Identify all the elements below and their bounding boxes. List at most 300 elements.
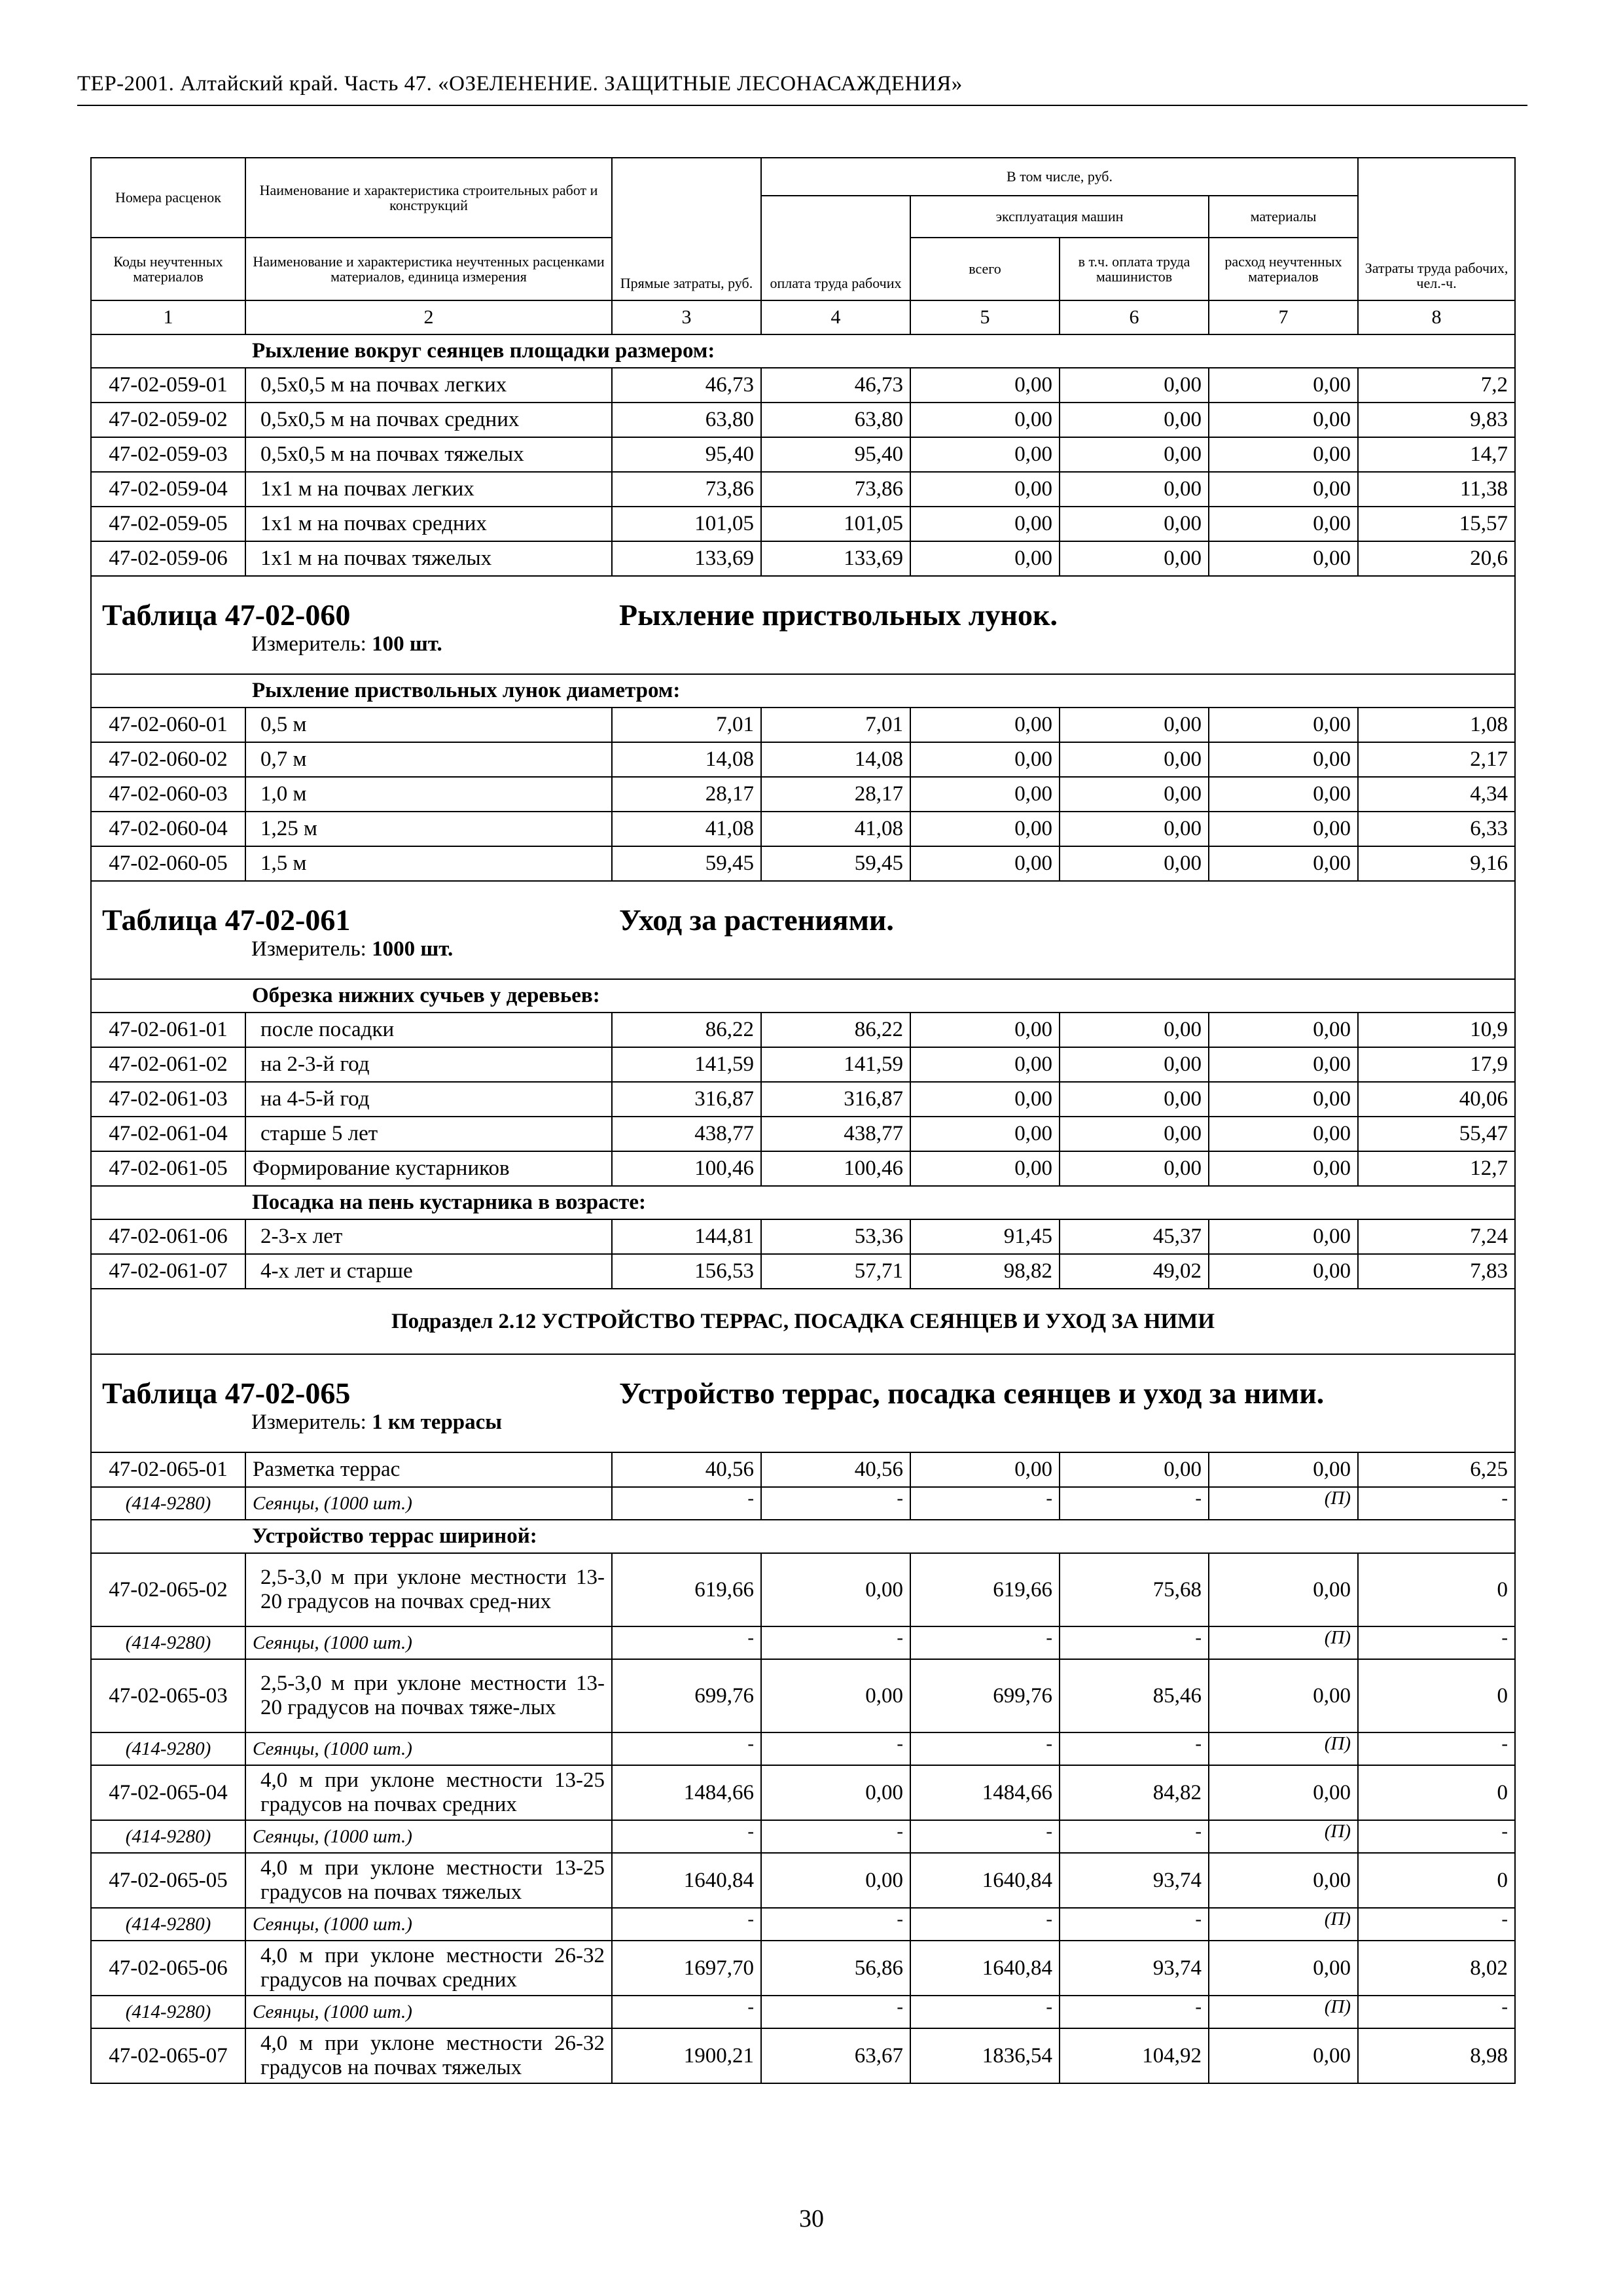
work-description: 4,0 м при уклоне местности 26-32 градусов на почвах тяжелых [245, 2028, 612, 2083]
rate-code: 47-02-059-01 [91, 368, 245, 403]
materials-cost-value: 0,00 [1209, 1452, 1358, 1487]
rate-code: 47-02-065-06 [91, 1941, 245, 1996]
machines-total-value: 98,82 [910, 1254, 1060, 1289]
labor-pay-value: 101,05 [761, 507, 910, 541]
rate-row [91, 1452, 1515, 1487]
rate-code: 47-02-059-03 [91, 437, 245, 472]
materials-cost-value: 0,00 [1209, 1082, 1358, 1117]
direct-costs-value: 1697,70 [612, 1941, 761, 1996]
rate-row [91, 777, 1515, 812]
labor-hours-value: - [1358, 1732, 1515, 1765]
rate-code: 47-02-061-06 [91, 1219, 245, 1254]
machines-total-value: 0,00 [910, 742, 1060, 777]
table-title: Устройство террас, посадка сеянцев и уход за ними. [619, 1376, 1325, 1410]
machines-total-value: 1836,54 [910, 2028, 1060, 2083]
work-description: 0,5х0,5 м на почвах средних [245, 403, 612, 437]
machines-total-value: 0,00 [910, 812, 1060, 846]
machines-total-value: 0,00 [910, 1082, 1060, 1117]
materials-cost-value: 0,00 [1209, 1659, 1358, 1732]
section-row [91, 334, 1515, 368]
material-row [91, 1908, 1515, 1941]
rate-code: 47-02-065-02 [91, 1553, 245, 1626]
direct-costs-value: 141,59 [612, 1047, 761, 1082]
labor-hours-value: 10,9 [1358, 1013, 1515, 1047]
table-header [91, 158, 1515, 334]
col1-bottom-header: Коды неучтенных материалов [91, 238, 245, 300]
machines-total-value: 0,00 [910, 1452, 1060, 1487]
machines-total-value: - [910, 1732, 1060, 1765]
direct-costs-value: 86,22 [612, 1013, 761, 1047]
direct-costs-value: 95,40 [612, 437, 761, 472]
rate-row [91, 507, 1515, 541]
column-number: 7 [1209, 300, 1358, 334]
machines-total-value: 0,00 [910, 777, 1060, 812]
material-name: Сеянцы, (1000 шт.) [245, 1908, 612, 1941]
rate-row [91, 2028, 1515, 2083]
table-title-line [92, 897, 1514, 937]
machinists-pay-header: в т.ч. оплата труда машинистов [1060, 238, 1209, 300]
table-title-row [91, 881, 1515, 979]
work-description: 0,5х0,5 м на почвах тяжелых [245, 437, 612, 472]
machinists-pay-value: 93,74 [1060, 1941, 1209, 1996]
work-description: Формирование кустарников [245, 1151, 612, 1186]
materials-cost-value: 0,00 [1209, 2028, 1358, 2083]
labor-hours-value: - [1358, 1820, 1515, 1853]
rate-row [91, 472, 1515, 507]
materials-cost-value: 0,00 [1209, 1254, 1358, 1289]
machines-total-value: 0,00 [910, 1047, 1060, 1082]
direct-costs-value: 7,01 [612, 708, 761, 742]
direct-costs-value: 73,86 [612, 472, 761, 507]
labor-hours-value: 11,38 [1358, 472, 1515, 507]
materials-cost-value: 0,00 [1209, 437, 1358, 472]
rate-row [91, 1151, 1515, 1186]
rate-code: 47-02-061-07 [91, 1254, 245, 1289]
direct-costs-value: 1484,66 [612, 1765, 761, 1820]
material-name: Сеянцы, (1000 шт.) [245, 1487, 612, 1520]
table-title-line [92, 1370, 1514, 1410]
rate-row [91, 1254, 1515, 1289]
work-description: 1,5 м [245, 846, 612, 881]
labor-hours-value: 9,16 [1358, 846, 1515, 881]
column-number: 8 [1358, 300, 1515, 334]
rate-code: 47-02-065-04 [91, 1765, 245, 1820]
direct-costs-value: - [612, 1908, 761, 1941]
machinists-pay-value: - [1060, 1732, 1209, 1765]
materials-cost-value: 0,00 [1209, 812, 1358, 846]
materials-cost-value: (П) [1209, 1996, 1358, 2028]
labor-pay-value: 14,08 [761, 742, 910, 777]
labor-hours-value: - [1358, 1996, 1515, 2028]
rate-row [91, 1013, 1515, 1047]
materials-cost-value: 0,00 [1209, 472, 1358, 507]
machines-total-value: - [910, 1996, 1060, 2028]
machines-total-value: 0,00 [910, 472, 1060, 507]
rate-code: 47-02-061-03 [91, 1082, 245, 1117]
machines-total-value: 1640,84 [910, 1941, 1060, 1996]
rate-row [91, 1853, 1515, 1908]
work-description: 4,0 м при уклоне местности 13-25 градусов на почвах тяжелых [245, 1853, 612, 1908]
direct-costs-value: - [612, 1820, 761, 1853]
machines-total-value: 0,00 [910, 507, 1060, 541]
rates-table [90, 157, 1516, 2084]
table-title-cell [91, 576, 1515, 674]
direct-costs-header: Прямые затраты, руб. [612, 158, 761, 300]
table-body [91, 334, 1515, 2083]
rate-row [91, 1553, 1515, 1626]
labor-pay-value: 133,69 [761, 541, 910, 576]
including-header: В том числе, руб. [761, 158, 1358, 196]
labor-pay-value: 316,87 [761, 1082, 910, 1117]
direct-costs-value: 619,66 [612, 1553, 761, 1626]
machinists-pay-value: 0,00 [1060, 507, 1209, 541]
labor-pay-value: 57,71 [761, 1254, 910, 1289]
materials-cost-value: (П) [1209, 1908, 1358, 1941]
labor-pay-value: 0,00 [761, 1765, 910, 1820]
machines-total-value: 91,45 [910, 1219, 1060, 1254]
empty-cell [91, 979, 245, 1013]
machinists-pay-value: 0,00 [1060, 403, 1209, 437]
rate-code: 47-02-060-01 [91, 708, 245, 742]
work-description: 0,5 м [245, 708, 612, 742]
work-description: 0,5х0,5 м на почвах легких [245, 368, 612, 403]
direct-costs-value: 101,05 [612, 507, 761, 541]
rate-row [91, 1219, 1515, 1254]
column-number: 1 [91, 300, 245, 334]
column-number: 3 [612, 300, 761, 334]
labor-pay-value: 63,80 [761, 403, 910, 437]
table-title-cell [91, 881, 1515, 979]
materials-cost-value: 0,00 [1209, 777, 1358, 812]
materials-cost-value: (П) [1209, 1487, 1358, 1520]
machinists-pay-value: 0,00 [1060, 472, 1209, 507]
direct-costs-value: - [612, 1626, 761, 1659]
labor-hours-value: 0 [1358, 1765, 1515, 1820]
empty-cell [91, 1186, 245, 1219]
rate-row [91, 541, 1515, 576]
direct-costs-value: 41,08 [612, 812, 761, 846]
rate-row [91, 708, 1515, 742]
section-row [91, 1520, 1515, 1553]
materials-cost-value: 0,00 [1209, 1117, 1358, 1151]
work-description: 1х1 м на почвах легких [245, 472, 612, 507]
direct-costs-value: 28,17 [612, 777, 761, 812]
measure-label: Измеритель: [251, 1410, 372, 1434]
direct-costs-value: 40,56 [612, 1452, 761, 1487]
rate-row [91, 846, 1515, 881]
direct-costs-value: 14,08 [612, 742, 761, 777]
labor-hours-value: 9,83 [1358, 403, 1515, 437]
machines-total-value: 1484,66 [910, 1765, 1060, 1820]
labor-hours-value: 12,7 [1358, 1151, 1515, 1186]
direct-costs-value: 316,87 [612, 1082, 761, 1117]
work-description: 2,5-3,0 м при уклоне местности 13-20 градусов на почвах тяже-лых [245, 1659, 612, 1732]
work-description: на 2-3-й год [245, 1047, 612, 1082]
material-code: (414-9280) [91, 1820, 245, 1853]
materials-cost-value: 0,00 [1209, 708, 1358, 742]
materials-cost-value: 0,00 [1209, 368, 1358, 403]
machines-header: эксплуатация машин [910, 196, 1209, 238]
labor-pay-value: 0,00 [761, 1853, 910, 1908]
machinists-pay-value: 104,92 [1060, 2028, 1209, 2083]
machinists-pay-value: 0,00 [1060, 1452, 1209, 1487]
machines-total-value: 0,00 [910, 1117, 1060, 1151]
column-number: 4 [761, 300, 910, 334]
section-title: Обрезка нижних сучьев у деревьев: [245, 979, 1515, 1013]
rate-code: 47-02-065-01 [91, 1452, 245, 1487]
labor-pay-value: 95,40 [761, 437, 910, 472]
machines-total-value: 1640,84 [910, 1853, 1060, 1908]
machines-total-value: 0,00 [910, 846, 1060, 881]
direct-costs-value: 46,73 [612, 368, 761, 403]
labor-hours-value: 6,25 [1358, 1452, 1515, 1487]
labor-hours-value: 1,08 [1358, 708, 1515, 742]
machines-total-value: 0,00 [910, 541, 1060, 576]
labor-pay-value: 40,56 [761, 1452, 910, 1487]
machinists-pay-value: 49,02 [1060, 1254, 1209, 1289]
machinists-pay-value: - [1060, 1820, 1209, 1853]
column-numbers-row [91, 300, 1515, 334]
labor-hours-value: - [1358, 1487, 1515, 1520]
labor-pay-value: 28,17 [761, 777, 910, 812]
material-code: (414-9280) [91, 1626, 245, 1659]
section-row [91, 674, 1515, 708]
rate-code: 47-02-059-06 [91, 541, 245, 576]
labor-hours-value: 8,02 [1358, 1941, 1515, 1996]
rate-code: 47-02-060-03 [91, 777, 245, 812]
direct-costs-value: 438,77 [612, 1117, 761, 1151]
materials-cost-value: 0,00 [1209, 846, 1358, 881]
labor-pay-value: 0,00 [761, 1553, 910, 1626]
section-title: Рыхление вокруг сеянцев площадки размером: [245, 334, 1515, 368]
table-title: Рыхление приствольных лунок. [619, 598, 1058, 632]
direct-costs-value: 133,69 [612, 541, 761, 576]
labor-pay-value: 438,77 [761, 1117, 910, 1151]
labor-hours-value: 15,57 [1358, 507, 1515, 541]
rate-code: 47-02-059-04 [91, 472, 245, 507]
materials-cost-value: 0,00 [1209, 1553, 1358, 1626]
machinists-pay-value: 0,00 [1060, 368, 1209, 403]
empty-cell [91, 674, 245, 708]
section-title: Посадка на пень кустарника в возрасте: [245, 1186, 1515, 1219]
rate-code: 47-02-061-05 [91, 1151, 245, 1186]
machinists-pay-value: 0,00 [1060, 812, 1209, 846]
col2-top-header: Наименование и характеристика строительных работ и конструкций [245, 158, 612, 238]
labor-pay-value: 63,67 [761, 2028, 910, 2083]
direct-costs-value: 1900,21 [612, 2028, 761, 2083]
machines-total-value: 0,00 [910, 708, 1060, 742]
labor-hours-value: 0 [1358, 1659, 1515, 1732]
direct-costs-value: 63,80 [612, 403, 761, 437]
labor-pay-value: - [761, 1732, 910, 1765]
machinists-pay-value: 0,00 [1060, 1082, 1209, 1117]
machines-total-value: 619,66 [910, 1553, 1060, 1626]
rate-row [91, 1047, 1515, 1082]
materials-cost-value: 0,00 [1209, 742, 1358, 777]
rate-row [91, 1941, 1515, 1996]
labor-hours-value: - [1358, 1908, 1515, 1941]
machinists-pay-value: 0,00 [1060, 777, 1209, 812]
empty-cell [91, 1520, 245, 1553]
machinists-pay-value: - [1060, 1626, 1209, 1659]
work-description: 2-3-х лет [245, 1219, 612, 1254]
direct-costs-value: - [612, 1732, 761, 1765]
material-row [91, 1732, 1515, 1765]
labor-pay-value: - [761, 1626, 910, 1659]
measure-unit [92, 632, 1514, 659]
materials-cost-value: 0,00 [1209, 1151, 1358, 1186]
labor-hours-value: 55,47 [1358, 1117, 1515, 1151]
rate-code: 47-02-061-04 [91, 1117, 245, 1151]
rate-row [91, 368, 1515, 403]
col1-top-header: Номера расценок [91, 158, 245, 238]
material-code: (414-9280) [91, 1908, 245, 1941]
measure-value: 100 шт. [372, 632, 442, 656]
direct-costs-value: 59,45 [612, 846, 761, 881]
labor-hours-value: 7,83 [1358, 1254, 1515, 1289]
machinists-pay-value: 0,00 [1060, 1047, 1209, 1082]
machines-total-value: - [910, 1487, 1060, 1520]
labor-pay-value: 141,59 [761, 1047, 910, 1082]
machinists-pay-value: 93,74 [1060, 1853, 1209, 1908]
machines-total-value: 0,00 [910, 437, 1060, 472]
material-name: Сеянцы, (1000 шт.) [245, 1820, 612, 1853]
labor-pay-value: 0,00 [761, 1659, 910, 1732]
materials-cost-value: 0,00 [1209, 1941, 1358, 1996]
table-title-row [91, 1354, 1515, 1452]
column-number: 5 [910, 300, 1060, 334]
machines-total-header: всего [910, 238, 1060, 300]
materials-cost-value: 0,00 [1209, 403, 1358, 437]
labor-pay-value: 46,73 [761, 368, 910, 403]
machinists-pay-value: 84,82 [1060, 1765, 1209, 1820]
rate-row [91, 1082, 1515, 1117]
table-number: Таблица 47-02-060 [102, 598, 351, 632]
measure-label: Измеритель: [251, 937, 372, 961]
empty-cell [91, 334, 245, 368]
machinists-pay-value: 0,00 [1060, 1151, 1209, 1186]
direct-costs-value: - [612, 1996, 761, 2028]
machinists-pay-value: 85,46 [1060, 1659, 1209, 1732]
measure-unit [92, 1410, 1514, 1437]
rate-row [91, 742, 1515, 777]
labor-hours-value: 14,7 [1358, 437, 1515, 472]
material-name: Сеянцы, (1000 шт.) [245, 1732, 612, 1765]
machines-total-value: - [910, 1908, 1060, 1941]
rate-row [91, 437, 1515, 472]
measure-unit [92, 937, 1514, 964]
machinists-pay-value: 0,00 [1060, 1013, 1209, 1047]
rate-code: 47-02-065-07 [91, 2028, 245, 2083]
labor-hours-value: 4,34 [1358, 777, 1515, 812]
labor-hours-value: 0 [1358, 1553, 1515, 1626]
machinists-pay-value: 0,00 [1060, 1117, 1209, 1151]
machines-total-value: 0,00 [910, 368, 1060, 403]
subsection-row [91, 1289, 1515, 1354]
direct-costs-value: - [612, 1487, 761, 1520]
work-description: старше 5 лет [245, 1117, 612, 1151]
machinists-pay-value: 0,00 [1060, 541, 1209, 576]
machinists-pay-value: 0,00 [1060, 846, 1209, 881]
rate-code: 47-02-061-01 [91, 1013, 245, 1047]
table-number: Таблица 47-02-065 [102, 1376, 351, 1410]
material-row [91, 1996, 1515, 2028]
work-description: 1,25 м [245, 812, 612, 846]
rate-row [91, 1659, 1515, 1732]
labor-pay-value: 59,45 [761, 846, 910, 881]
col2-bottom-header: Наименование и характеристика неучтенных расценками материалов, единица измерения [245, 238, 612, 300]
work-description: 0,7 м [245, 742, 612, 777]
table-title: Уход за растениями. [619, 903, 894, 937]
work-description: 1х1 м на почвах тяжелых [245, 541, 612, 576]
column-number: 2 [245, 300, 612, 334]
machinists-pay-value: - [1060, 1908, 1209, 1941]
labor-hours-value: 20,6 [1358, 541, 1515, 576]
labor-hours-value: 0 [1358, 1853, 1515, 1908]
labor-pay-value: - [761, 1487, 910, 1520]
page-header: ТЕР-2001. Алтайский край. Часть 47. «ОЗЕЛЕНЕНИЕ. ЗАЩИТНЫЕ ЛЕСОНАСАЖДЕНИЯ» [77, 72, 963, 96]
labor-hours-value: 7,24 [1358, 1219, 1515, 1254]
labor-pay-value: - [761, 1908, 910, 1941]
machines-total-value: - [910, 1626, 1060, 1659]
material-row [91, 1626, 1515, 1659]
measure-value: 1000 шт. [372, 937, 454, 961]
work-description: 4-х лет и старше [245, 1254, 612, 1289]
unaccounted-materials-header: расход неучтенных материалов [1209, 238, 1358, 300]
material-row [91, 1820, 1515, 1853]
rate-row [91, 812, 1515, 846]
work-description: на 4-5-й год [245, 1082, 612, 1117]
page-number: 30 [799, 2205, 824, 2233]
rate-code: 47-02-065-03 [91, 1659, 245, 1732]
labor-hours-value: 8,98 [1358, 2028, 1515, 2083]
machinists-pay-value: - [1060, 1487, 1209, 1520]
labor-pay-value: 53,36 [761, 1219, 910, 1254]
work-description: Разметка террас [245, 1452, 612, 1487]
section-title: Рыхление приствольных лунок диаметром: [245, 674, 1515, 708]
material-row [91, 1487, 1515, 1520]
materials-cost-value: 0,00 [1209, 1853, 1358, 1908]
direct-costs-value: 699,76 [612, 1659, 761, 1732]
material-name: Сеянцы, (1000 шт.) [245, 1996, 612, 2028]
materials-cost-value: 0,00 [1209, 507, 1358, 541]
header-rule [77, 105, 1527, 106]
labor-pay-value: 86,22 [761, 1013, 910, 1047]
subsection-title: Подраздел 2.12 УСТРОЙСТВО ТЕРРАС, ПОСАДКА СЕЯНЦЕВ И УХОД ЗА НИМИ [91, 1289, 1515, 1354]
material-code: (414-9280) [91, 1487, 245, 1520]
materials-cost-value: (П) [1209, 1732, 1358, 1765]
rate-row [91, 1765, 1515, 1820]
machinists-pay-value: 0,00 [1060, 708, 1209, 742]
machinists-pay-value: 45,37 [1060, 1219, 1209, 1254]
direct-costs-value: 144,81 [612, 1219, 761, 1254]
labor-pay-value: 7,01 [761, 708, 910, 742]
labor-pay-header: оплата труда рабочих [761, 196, 910, 300]
measure-value: 1 км террасы [372, 1410, 503, 1434]
machines-total-value: - [910, 1820, 1060, 1853]
measure-label: Измеритель: [251, 632, 372, 656]
rate-row [91, 1117, 1515, 1151]
work-description: 2,5-3,0 м при уклоне местности 13-20 градусов на почвах сред-них [245, 1553, 612, 1626]
work-description: 4,0 м при уклоне местности 26-32 градусов на почвах средних [245, 1941, 612, 1996]
labor-pay-value: 56,86 [761, 1941, 910, 1996]
rate-code: 47-02-060-05 [91, 846, 245, 881]
materials-cost-value: (П) [1209, 1626, 1358, 1659]
machines-total-value: 0,00 [910, 1013, 1060, 1047]
work-description: 1,0 м [245, 777, 612, 812]
labor-pay-value: - [761, 1996, 910, 2028]
direct-costs-value: 100,46 [612, 1151, 761, 1186]
